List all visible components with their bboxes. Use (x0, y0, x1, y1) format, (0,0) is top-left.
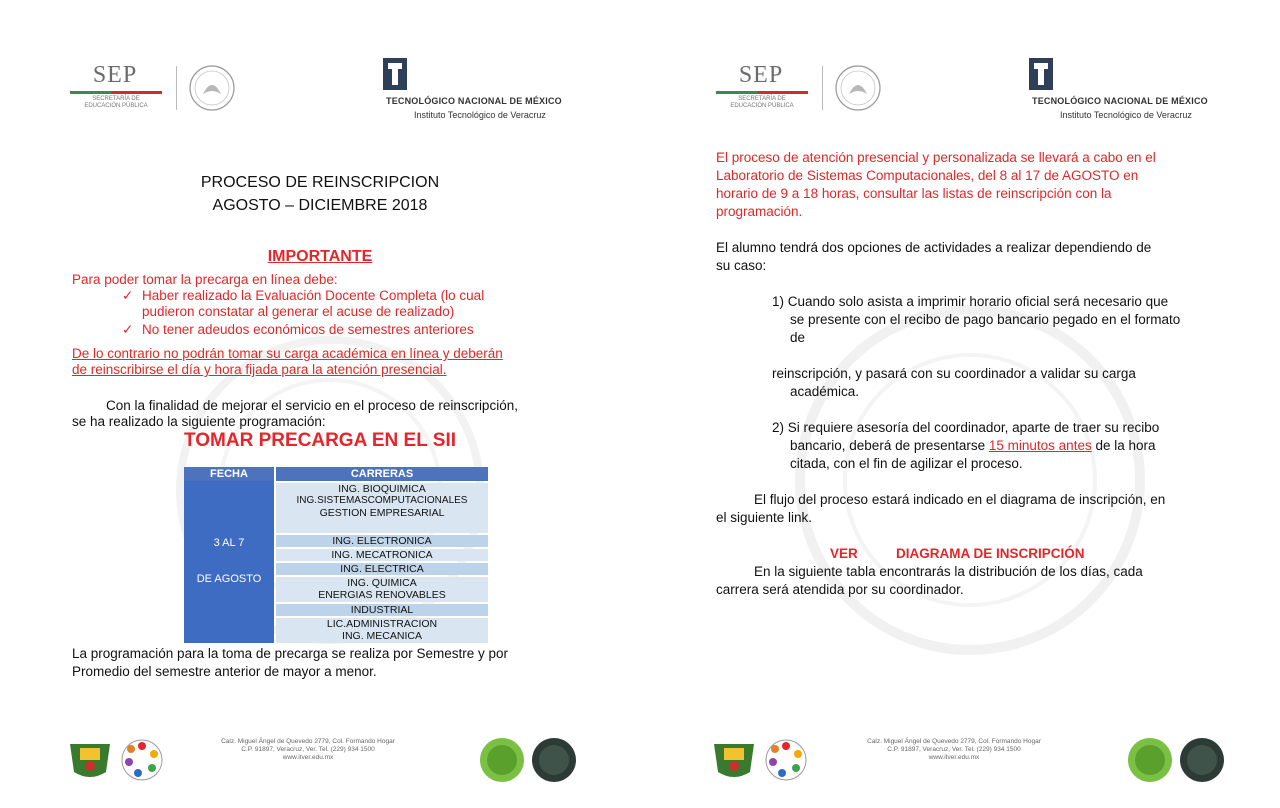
attention-line-2: Laboratorio de Sistemas Computacionales, del 8 al 17 de AGOSTO en (716, 168, 1139, 183)
iso-14001-badge-icon (530, 736, 578, 784)
attention-line-4: programación. (716, 204, 803, 219)
career-cell: GESTION EMPRESARIAL (319, 507, 445, 519)
option-1-line-3: de (790, 330, 806, 345)
sep-word: SEP (738, 62, 784, 88)
requirement-1-cont: pudieron constatar al generar el acuse de realizado) (142, 304, 455, 319)
checkmark-icon: ✓ (122, 322, 134, 337)
tecnm-name: TECNOLÓGICO NACIONAL DE MÉXICO (386, 95, 562, 106)
career-cell: ING. ELECTRICA (340, 563, 424, 575)
date-cell (184, 481, 274, 643)
career-cell: ING. BIOQUIMICA (338, 483, 426, 495)
warning-line-2: de reinscribirse el día y hora fijada para la atención presencial. (72, 362, 447, 377)
career-cell: LIC.ADMINISTRACION (326, 618, 438, 630)
table-header-fecha: FECHA (184, 467, 274, 481)
important-heading: IMPORTANTE (267, 248, 373, 265)
institute-name: Instituto Tecnológico de Veracruz (414, 110, 546, 120)
institute-name: Instituto Tecnológico de Veracruz (1060, 110, 1192, 120)
option-1-cont-2: académica. (790, 384, 860, 399)
table-row (276, 577, 488, 602)
address-line-1: Calz. Miguel Ángel de Quevedo 2779, Col. Formando Hogar (221, 738, 395, 745)
career-cell: ING. MECANICA (342, 630, 422, 642)
sep-subtitle-2: EDUCACIÓN PÚBLICA (730, 103, 794, 109)
tecnm-logo-icon (1028, 56, 1054, 92)
header-divider (822, 66, 823, 110)
closing-line-2: Promedio del semestre anterior de mayor a menor. (72, 664, 377, 679)
attention-line-3: horario de 9 a 18 horas, consultar las listas de reinscripción con la (716, 186, 1112, 201)
warning-line-1: De lo contrario no podrán tomar su carga académica en línea y deberán (72, 346, 503, 361)
tecnm-name: TECNOLÓGICO NACIONAL DE MÉXICO (1032, 95, 1208, 106)
career-cell: ENERGIAS RENOVABLES (318, 589, 446, 601)
checkmark-icon: ✓ (122, 288, 134, 303)
career-cell: ING. QUIMICA (347, 577, 417, 589)
option-1-line-1: 1) Cuando solo asista a imprimir horario oficial será necesario que (772, 294, 1169, 309)
table-row (276, 483, 488, 533)
website-link[interactable]: www.itver.edu.mx (282, 754, 334, 761)
option-1-line-2: se presente con el recibo de pago bancario pegado en el formato (790, 312, 1181, 327)
iso-9001-badge-icon (478, 736, 526, 784)
career-cell: ING. ELECTRONICA (332, 535, 432, 547)
process-period: AGOSTO – DICIEMBRE 2018 (212, 197, 428, 214)
purpose-line-1: Con la finalidad de mejorar el servicio en el proceso de reinscripción, (106, 398, 518, 413)
closing-line-1: La programación para la toma de precarga se realiza por Semestre y por (72, 646, 508, 661)
options-intro-1: El alumno tendrá dos opciones de actividades a realizar dependiendo de (716, 240, 1152, 255)
quality-wheel-icon (120, 738, 164, 782)
table-row (276, 535, 488, 547)
address-line-2: C.P. 91897, Veracruz, Ver. Tel. (229) 934 1500 (241, 746, 375, 753)
schedule-table (184, 467, 488, 643)
sep-color-bar (70, 91, 162, 94)
sep-subtitle-1: SECRETARÍA DE (92, 96, 140, 102)
career-cell: ING. MECATRONICA (331, 549, 433, 561)
sep-word: SEP (92, 62, 138, 88)
mexico-seal-icon (188, 64, 236, 112)
header-divider (176, 66, 177, 110)
table-note-1: En la siguiente tabla encontrarás la distribución de los días, cada (754, 564, 1143, 579)
sep-logo (716, 62, 816, 110)
diagram-link[interactable]: DIAGRAMA DE INSCRIPCIÓN (896, 546, 1085, 561)
purpose-line-2: se ha realizado la siguiente programación: (72, 414, 326, 429)
sep-color-bar (716, 91, 808, 94)
footer-address (836, 738, 1072, 762)
option-2-line-3: citada, con el fin de agilizar el proceso. (790, 456, 1023, 471)
iso-9001-badge-icon (1126, 736, 1174, 784)
itver-crest-icon (710, 738, 758, 782)
table-row (276, 563, 488, 575)
quality-wheel-icon (764, 738, 808, 782)
address-line-1: Calz. Miguel Ángel de Quevedo 2779, Col. Formando Hogar (867, 738, 1041, 745)
tecnm-logo-icon (382, 56, 408, 92)
process-title: PROCESO DE REINSCRIPCION (200, 174, 440, 191)
career-cell: ING.SISTEMASCOMPUTACIONALES (296, 495, 468, 506)
option-1-cont-1: reinscripción, y pasará con su coordinador a validar su carga (772, 366, 1136, 381)
sep-logo (70, 62, 170, 110)
eagle-watermark-icon (740, 300, 1200, 660)
itver-crest-icon (66, 738, 114, 782)
view-link[interactable]: VER (830, 546, 858, 561)
flow-line-2: el siguiente link. (716, 510, 813, 525)
tecnm-logo (1028, 56, 1228, 110)
precarga-intro: Para poder tomar la precarga en línea debe: (72, 272, 338, 287)
requirement-2: ✓ No tener adeudos económicos de semestres anteriores (122, 322, 474, 337)
career-cell: INDUSTRIAL (350, 604, 414, 616)
date-range: 3 AL 7 (213, 537, 245, 549)
address-line-2: C.P. 91897, Veracruz, Ver. Tel. (229) 934 1500 (887, 746, 1021, 753)
table-row (276, 618, 488, 643)
iso-14001-badge-icon (1178, 736, 1226, 784)
option-2-line-1: 2) Si requiere asesoría del coordinador, aparte de traer su recibo (772, 420, 1160, 435)
table-row (276, 549, 488, 561)
sep-subtitle-1: SECRETARÍA DE (738, 96, 786, 102)
date-month: DE AGOSTO (196, 573, 262, 585)
fifteen-minutes-highlight: 15 minutos antes (988, 438, 1092, 453)
page-right (640, 0, 1280, 808)
website-link[interactable]: www.itver.edu.mx (928, 754, 980, 761)
option-2-line-2: bancario, deberá de presentarse 15 minutos antes de la hora (790, 438, 1156, 453)
tecnm-logo (382, 56, 582, 110)
sep-subtitle-2: EDUCACIÓN PÚBLICA (84, 103, 148, 109)
mexico-seal-icon (834, 64, 882, 112)
flow-line-1: El flujo del proceso estará indicado en el diagrama de inscripción, en (754, 492, 1166, 507)
attention-line-1: El proceso de atención presencial y personalizada se llevará a cabo en el (716, 150, 1156, 165)
precarga-heading: TOMAR PRECARGA EN EL SII (183, 430, 456, 451)
table-note-2: carrera será atendida por su coordinador. (716, 582, 964, 597)
table-row (276, 604, 488, 616)
table-header-carreras: CARRERAS (276, 467, 488, 481)
options-intro-2: su caso: (716, 258, 767, 273)
footer-address (190, 738, 426, 762)
requirement-1: ✓ Haber realizado la Evaluación Docente Completa (lo cual (122, 288, 485, 303)
